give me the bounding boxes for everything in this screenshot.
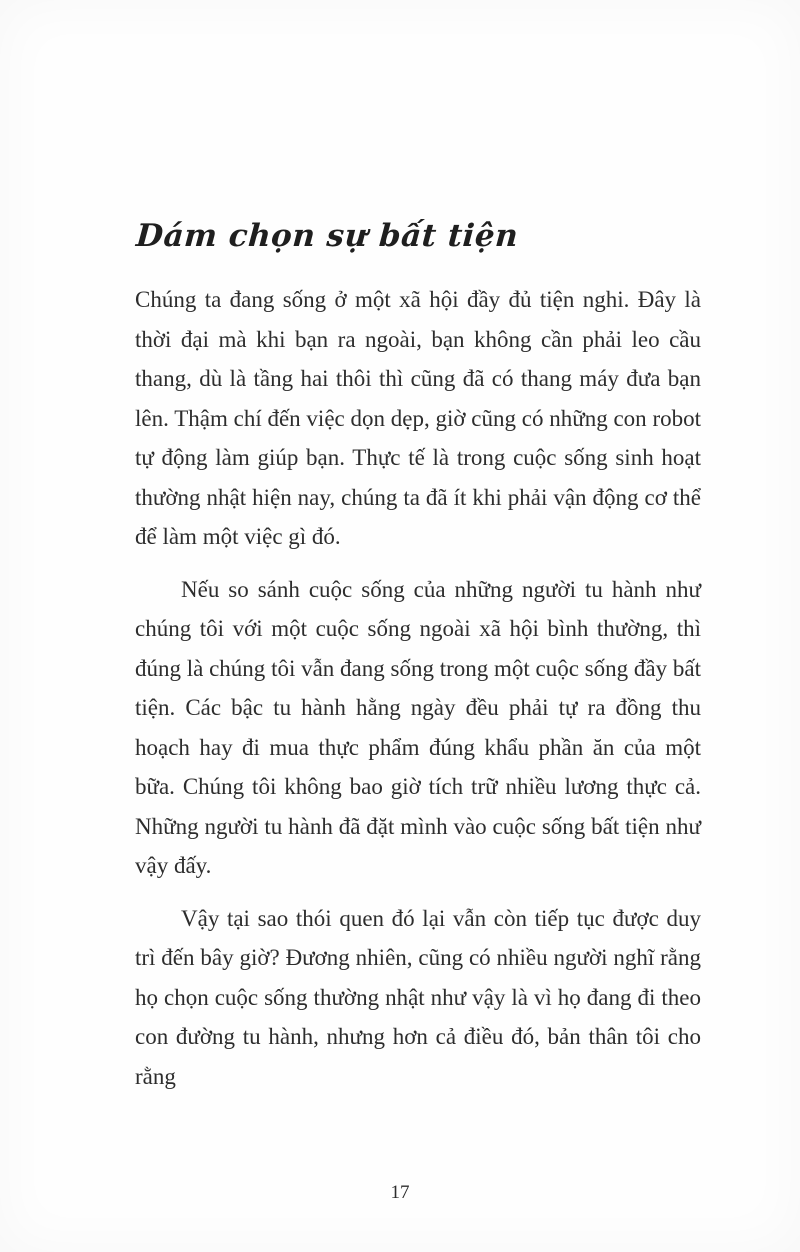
paragraph-3: Vậy tại sao thói quen đó lại vẫn còn tiếp tục được duy trì đến bây giờ? Đương nhiên, cũng có nhiều người nghĩ rằng họ chọn cuộc sống thường nhật như vậy là vì họ đang đi theo con đường tu hành, nhưng hơn cả điều đó, bản thân tôi cho rằng [135, 905, 701, 1089]
chapter-heading: Dám chọn sự bất tiện [135, 218, 520, 254]
paragraph-2: Nếu so sánh cuộc sống của những người tu hành như chúng tôi với một cuộc sống ngoài xã hội bình thường, thì đúng là chúng tôi vẫn đang sống trong một cuộc sống đầy bất tiện. Các bậc tu hành hằng ngày đều phải tự ra đồng thu hoạch hay đi mua thực phẩm đúng khẩu phần ăn của một bữa. Chúng tôi không bao giờ tích trữ nhiều lương thực cả. Những người tu hành đã đặt mình vào cuộc sống bất tiện như vậy đấy. [135, 576, 701, 878]
text-block [135, 218, 701, 1096]
paragraph-1: Chúng ta đang sống ở một xã hội đầy đủ tiện nghi. Đây là thời đại mà khi bạn ra ngoài, bạn không cần phải leo cầu thang, dù là tầng hai thôi thì cũng đã có thang máy đưa bạn lên. Thậm chí đến việc dọn dẹp, giờ cũng có những con robot tự động làm giúp bạn. Thực tế là trong cuộc sống sinh hoạt thường nhật hiện nay, chúng ta đã ít khi phải vận động cơ thể để làm một việc gì đó. [135, 287, 701, 549]
page-number: 17 [390, 1182, 410, 1203]
